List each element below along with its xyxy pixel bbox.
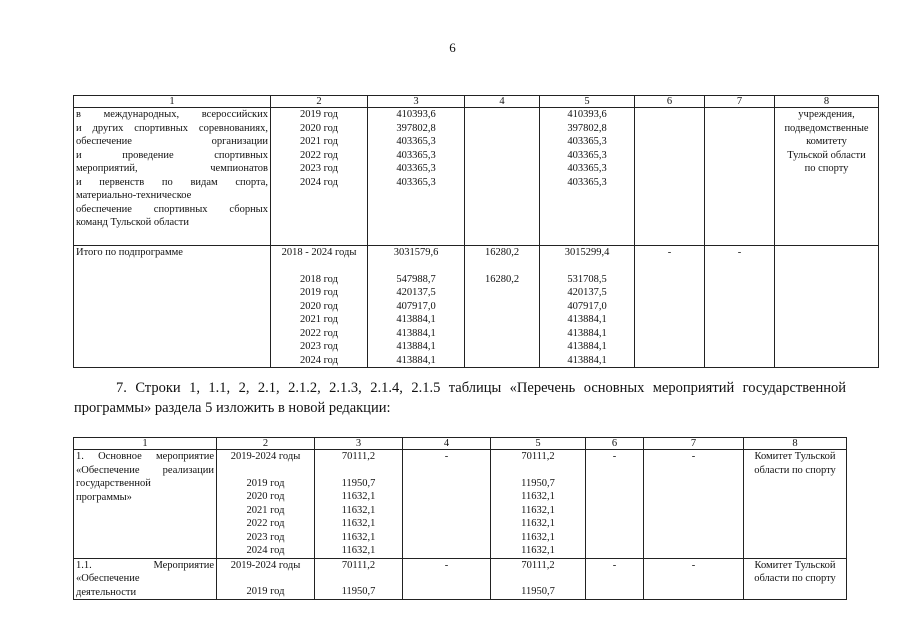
description-line: в международных, всероссийских: [76, 109, 268, 120]
year-label: 2024 год: [246, 545, 285, 556]
amount: 403365,3: [567, 176, 607, 188]
table-header-row: [74, 96, 879, 108]
responsible-line: учреждения,: [798, 109, 855, 120]
amount-total: 70111,2: [521, 451, 555, 462]
amount: 11632,1: [341, 491, 376, 502]
dash-value: -: [444, 559, 449, 571]
header-cell: 5: [540, 96, 635, 108]
year-label: 2018 год: [300, 273, 338, 285]
header-cell: 8: [744, 438, 847, 450]
description-line: и первенств по видам спорта,: [76, 176, 268, 188]
responsible-cell: [775, 246, 879, 368]
year-label: 2023 год: [300, 341, 338, 352]
amount: 403365,3: [567, 163, 607, 174]
header-cell: 3: [368, 96, 465, 108]
amount: 11950,7: [521, 477, 555, 489]
year-label: 2021 год: [300, 314, 338, 325]
year-label: 2020 год: [300, 122, 338, 134]
amount: 410393,6: [396, 109, 436, 120]
amount-total: 16280,2: [484, 247, 520, 258]
period-label: 2019-2024 годы: [230, 451, 301, 462]
description-line: мероприятий, чемпионатов: [76, 163, 268, 174]
header-cell: 8: [775, 96, 879, 108]
description-line: 1. Основное мероприятие: [76, 451, 214, 462]
federal-funding-cell: [403, 450, 491, 559]
responsible-line: области по спорту: [754, 464, 836, 476]
year-label: 2021 год: [300, 136, 338, 147]
amount: 11632,1: [341, 518, 376, 529]
regional-funding-cell: [491, 558, 586, 600]
table-row: [74, 450, 847, 559]
year-label: 2022 год: [300, 327, 338, 339]
year-label: 2020 год: [246, 491, 285, 502]
amount-total: 70111,2: [341, 451, 376, 462]
amount: 11950,7: [521, 586, 555, 597]
header-cell: 6: [635, 96, 705, 108]
federal-funding-cell: [403, 558, 491, 600]
dash-value: -: [691, 451, 696, 462]
event-description: [74, 108, 271, 246]
total-funding-cell: [368, 108, 465, 246]
responsible-cell: [744, 558, 847, 600]
other-funding-cell: [644, 450, 744, 559]
amount: 413884,1: [396, 341, 436, 352]
amount-total: 3015299,4: [564, 247, 610, 258]
responsible-line: Тульской области: [787, 149, 866, 161]
description-line: материально-техническое: [76, 190, 192, 201]
year-label: 2023 год: [246, 531, 285, 543]
amount: 413884,1: [396, 327, 436, 339]
header-cell: 6: [586, 438, 644, 450]
period-label: 2019-2024 годы: [230, 559, 301, 571]
federal-funding-cell: [465, 246, 540, 368]
table-row: [74, 558, 847, 600]
regional-funding-cell: [540, 108, 635, 246]
amount: 397802,8: [396, 122, 436, 134]
description-line: команд Тульской области: [76, 217, 189, 228]
amount: 397802,8: [567, 122, 607, 134]
dash-value: -: [691, 559, 696, 571]
amount: 11632,1: [521, 518, 555, 529]
amount: 11632,1: [521, 531, 555, 543]
total-funding-cell: [315, 558, 403, 600]
table-header-row: [74, 438, 847, 450]
regional-funding-cell: [491, 450, 586, 559]
paragraph-line: 7. Строки 1, 1.1, 2, 2.1, 2.1.2, 2.1.3, 2.1.4, 2.1.5 таблицы «Перечень основных мероприятий государственной: [116, 380, 846, 396]
instruction-paragraph: [74, 378, 846, 418]
responsible-line: Комитет Тульской: [754, 559, 836, 571]
other-funding-cell: [644, 558, 744, 600]
header-cell: 4: [403, 438, 491, 450]
description-line: и других спортивных соревнованиях,: [76, 122, 268, 134]
header-cell: 3: [315, 438, 403, 450]
amount: 410393,6: [567, 109, 607, 120]
amount: 413884,1: [567, 341, 607, 352]
responsible-line: подведомственные: [784, 122, 869, 134]
description-line: обеспечение организации: [76, 136, 268, 147]
period-label: 2018 - 2024 годы: [281, 247, 357, 258]
amount: 531708,5: [567, 273, 607, 285]
other-funding-cell: [705, 108, 775, 246]
other-funding-cell: [705, 246, 775, 368]
dash-value: -: [612, 451, 617, 462]
year-label: 2021 год: [246, 504, 285, 516]
amount-total: 70111,2: [341, 559, 376, 571]
amount: 413884,1: [567, 314, 607, 325]
paragraph-line: программы» раздела 5 изложить в новой редакции:: [74, 400, 391, 416]
amount: 403365,3: [396, 176, 436, 188]
amount: 11950,7: [341, 477, 376, 489]
year-label: 2022 год: [300, 149, 338, 161]
description-line: 1.1. Мероприятие: [76, 559, 214, 571]
federal-funding-cell: [465, 108, 540, 246]
event-description: [74, 558, 217, 600]
dash-value: -: [444, 451, 449, 462]
amount: 16280,2: [484, 273, 520, 285]
dash-value: -: [667, 247, 672, 258]
header-cell: 1: [74, 438, 217, 450]
amount: 547988,7: [396, 273, 436, 285]
header-cell: 7: [705, 96, 775, 108]
responsible-line: Комитет Тульской: [754, 451, 836, 462]
year-label: 2020 год: [300, 300, 338, 312]
amount: 11632,1: [521, 491, 555, 502]
dash-value: -: [612, 559, 617, 571]
description-line: «Обеспечение реализации: [76, 464, 214, 476]
amount: 420137,5: [567, 287, 607, 298]
amount: 407917,0: [396, 300, 436, 312]
header-cell: 4: [465, 96, 540, 108]
amount: 11632,1: [521, 545, 555, 556]
responsible-line: по спорту: [804, 163, 849, 174]
years-cell: [217, 558, 315, 600]
year-label: 2019 год: [300, 287, 338, 298]
year-label: 2022 год: [246, 518, 285, 529]
year-label: 2019 год: [246, 586, 285, 597]
amount: 420137,5: [396, 287, 436, 298]
years-cell: [271, 108, 368, 246]
total-funding-cell: [315, 450, 403, 559]
amount: 413884,1: [567, 354, 607, 366]
description-line: государственной: [76, 478, 151, 489]
description-line: «Обеспечение: [76, 573, 140, 584]
local-funding-cell: [586, 450, 644, 559]
page-number: 6: [449, 40, 456, 55]
amount: 403365,3: [396, 163, 436, 174]
local-funding-cell: [635, 246, 705, 368]
years-cell: [217, 450, 315, 559]
header-cell: 7: [644, 438, 744, 450]
year-label: 2023 год: [300, 163, 338, 174]
table-continued: [73, 95, 879, 368]
amount: 11632,1: [341, 504, 376, 516]
year-label: 2019 год: [246, 477, 285, 489]
description-line: деятельности: [76, 586, 137, 598]
amount: 11632,1: [521, 504, 555, 516]
amount: 403365,3: [396, 149, 436, 161]
description-line: и проведение спортивных: [76, 149, 268, 161]
total-funding-cell: [368, 246, 465, 368]
local-funding-cell: [635, 108, 705, 246]
amount: 11950,7: [341, 586, 376, 597]
amount: 11632,1: [341, 531, 376, 543]
description-line: программы»: [76, 491, 132, 503]
year-label: 2024 год: [300, 176, 338, 188]
amount: 403365,3: [567, 149, 607, 161]
amount: 407917,0: [567, 300, 607, 312]
amount: 11632,1: [341, 545, 376, 556]
amount: 413884,1: [396, 354, 436, 366]
year-label: 2019 год: [300, 109, 338, 120]
regional-funding-cell: [540, 246, 635, 368]
year-label: 2024 год: [300, 354, 338, 366]
local-funding-cell: [586, 558, 644, 600]
responsible-cell: [744, 450, 847, 559]
header-cell: 5: [491, 438, 586, 450]
table-row: [74, 108, 879, 246]
header-cell: 1: [74, 96, 271, 108]
header-cell: 2: [217, 438, 315, 450]
header-cell: 2: [271, 96, 368, 108]
responsible-cell: [775, 108, 879, 246]
responsible-line: комитету: [806, 136, 847, 147]
responsible-line: области по спорту: [754, 573, 836, 584]
description-line: обеспечение спортивных сборных: [76, 203, 268, 215]
table-main-events: [73, 437, 847, 600]
amount-total: 70111,2: [521, 559, 555, 571]
amount: 403365,3: [567, 136, 607, 147]
amount: 413884,1: [567, 327, 607, 339]
amount: 413884,1: [396, 314, 436, 325]
dash-value: -: [737, 247, 742, 258]
table-row: [74, 246, 879, 368]
subtotal-label: Итого по подпрограмме: [74, 246, 271, 368]
years-cell: [271, 246, 368, 368]
amount: 403365,3: [396, 136, 436, 147]
amount-total: 3031579,6: [393, 247, 439, 258]
event-description: [74, 450, 217, 559]
